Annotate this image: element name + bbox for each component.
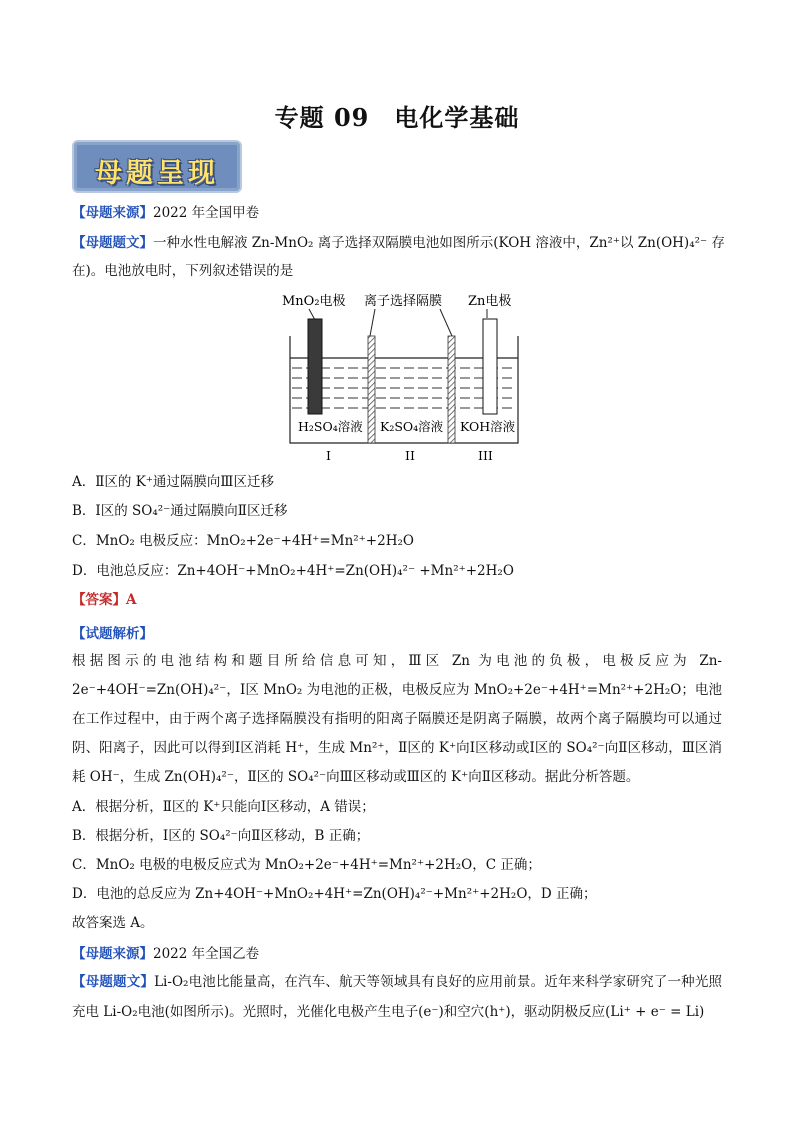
q1-option-a: A．Ⅱ区的 K⁺通过隔膜向Ⅲ区迁移 — [72, 474, 274, 490]
q2-text-body: Li-O₂电池比能量高，在汽车、航天等领域具有良好的应用前景。近年来科学家研究了一种光照充电 Li-O₂电池(如图所示)。光照时，光催化电极产生电子(e⁻)和空穴(h⁺)，驱动阴极反应(Li⁺ + e⁻ = Li) — [72, 974, 722, 1020]
battery-figure — [282, 288, 522, 463]
solution-h2so4: H₂SO₄溶液 — [298, 419, 363, 434]
zn-electrode — [483, 319, 497, 414]
section-banner — [72, 140, 242, 193]
q1-analysis-point-c: C．MnO₂ 电极的电极反应式为 MnO₂+2e⁻+4H⁺=Mn²⁺+2H₂O，C 正确； — [72, 857, 541, 873]
q1-analysis-point-d: D．电池的总反应为 Zn+4OH⁻+MnO₂+4H⁺=Zn(OH)₄²⁻+Mn²⁺+2H₂O，D 正确； — [72, 886, 597, 902]
q1-analysis-point-a: A．根据分析，Ⅱ区的 K⁺只能向Ⅰ区移动，A 错误； — [72, 799, 375, 815]
q1-text-line-1 — [72, 233, 725, 253]
q1-source-line — [72, 203, 259, 223]
q1-text-line-2: 在)。电池放电时，下列叙述错误的是 — [72, 263, 294, 279]
q1-analysis-conclusion: 故答案选 A。 — [72, 915, 154, 931]
solution-koh: KOH溶液 — [460, 419, 516, 434]
page-title: 专题 09 电化学基础 — [274, 103, 520, 132]
q1-source-tag: 【母题来源】 — [72, 205, 153, 221]
zone-2-label: II — [405, 448, 415, 463]
q1-option-c: C．MnO₂ 电极反应：MnO₂+2e⁻+4H⁺=Mn²⁺+2H₂O — [72, 533, 414, 549]
q1-source: 2022 年全国甲卷 — [153, 205, 260, 221]
q2-source-tag: 【母题来源】 — [72, 946, 153, 962]
q2-text — [72, 967, 722, 1027]
q1-analysis-point-b: B．根据分析，Ⅰ区的 SO₄²⁻向Ⅱ区移动，B 正确； — [72, 828, 370, 844]
q2-source-line — [72, 944, 259, 964]
q1-answer: A — [126, 592, 137, 608]
q1-answer-tag: 【答案】 — [72, 592, 126, 608]
q1-option-d: D．电池总反应：Zn+4OH⁻+MnO₂+4H⁺=Zn(OH)₄²⁻ +Mn²⁺+2H₂O — [72, 563, 514, 579]
banner-label: 母题呈现 — [95, 158, 219, 189]
q1-analysis-heading — [72, 624, 153, 644]
q1-text-tag: 【母题题文】 — [72, 235, 153, 251]
zone-3-label: III — [478, 448, 493, 463]
label-mno2-electrode: MnO₂电极 — [282, 294, 346, 309]
q2-source: 2022 年全国乙卷 — [153, 946, 260, 962]
q1-analysis-tag: 【试题解析】 — [72, 626, 153, 642]
membrane-left — [368, 336, 375, 443]
zone-1-label: I — [326, 448, 331, 463]
q1-option-b: B．Ⅰ区的 SO₄²⁻通过隔膜向Ⅱ区迁移 — [72, 503, 288, 519]
q1-text-1: 一种水性电解液 Zn-MnO₂ 离子选择双隔膜电池如图所示(KOH 溶液中，Zn²⁺以 Zn(OH)₄²⁻ 存 — [153, 235, 725, 251]
solution-k2so4: K₂SO₄溶液 — [380, 419, 444, 434]
membrane-right — [448, 336, 455, 443]
mno2-electrode — [308, 319, 322, 414]
label-membrane: 离子选择隔膜 — [364, 294, 443, 309]
q2-text-tag: 【母题题文】 — [72, 974, 155, 990]
label-zn-electrode: Zn电极 — [468, 294, 512, 309]
q1-analysis-text: 根据图示的电池结构和题目所给信息可知，Ⅲ区 Zn 为电池的负极，电极反应为 Zn-2e⁻+4OH⁻=Zn(OH)₄²⁻，Ⅰ区 MnO₂ 为电池的正极，电极反应为 MnO₂+2e⁻+4H⁺=Mn²⁺+2H₂O；电池在工作过程中，由于两个离子选择隔膜没有指明的阳离子隔膜还是阴离子隔膜，故两个离子隔膜均可以通过阴、阳离子，因此可以得到Ⅰ区消耗 H⁺，生成 Mn²⁺，Ⅱ区的 K⁺向Ⅰ区移动或Ⅰ区的 SO₄²⁻向Ⅱ区移动，Ⅲ区消耗 OH⁻，生成 Zn(OH)₄²⁻，Ⅱ区的 SO₄²⁻向Ⅲ区移动或Ⅲ区的 K⁺向Ⅱ区移动。据此分析答题。 — [72, 653, 722, 785]
q1-answer-line — [72, 590, 136, 610]
electrolyte-lines — [292, 358, 516, 408]
